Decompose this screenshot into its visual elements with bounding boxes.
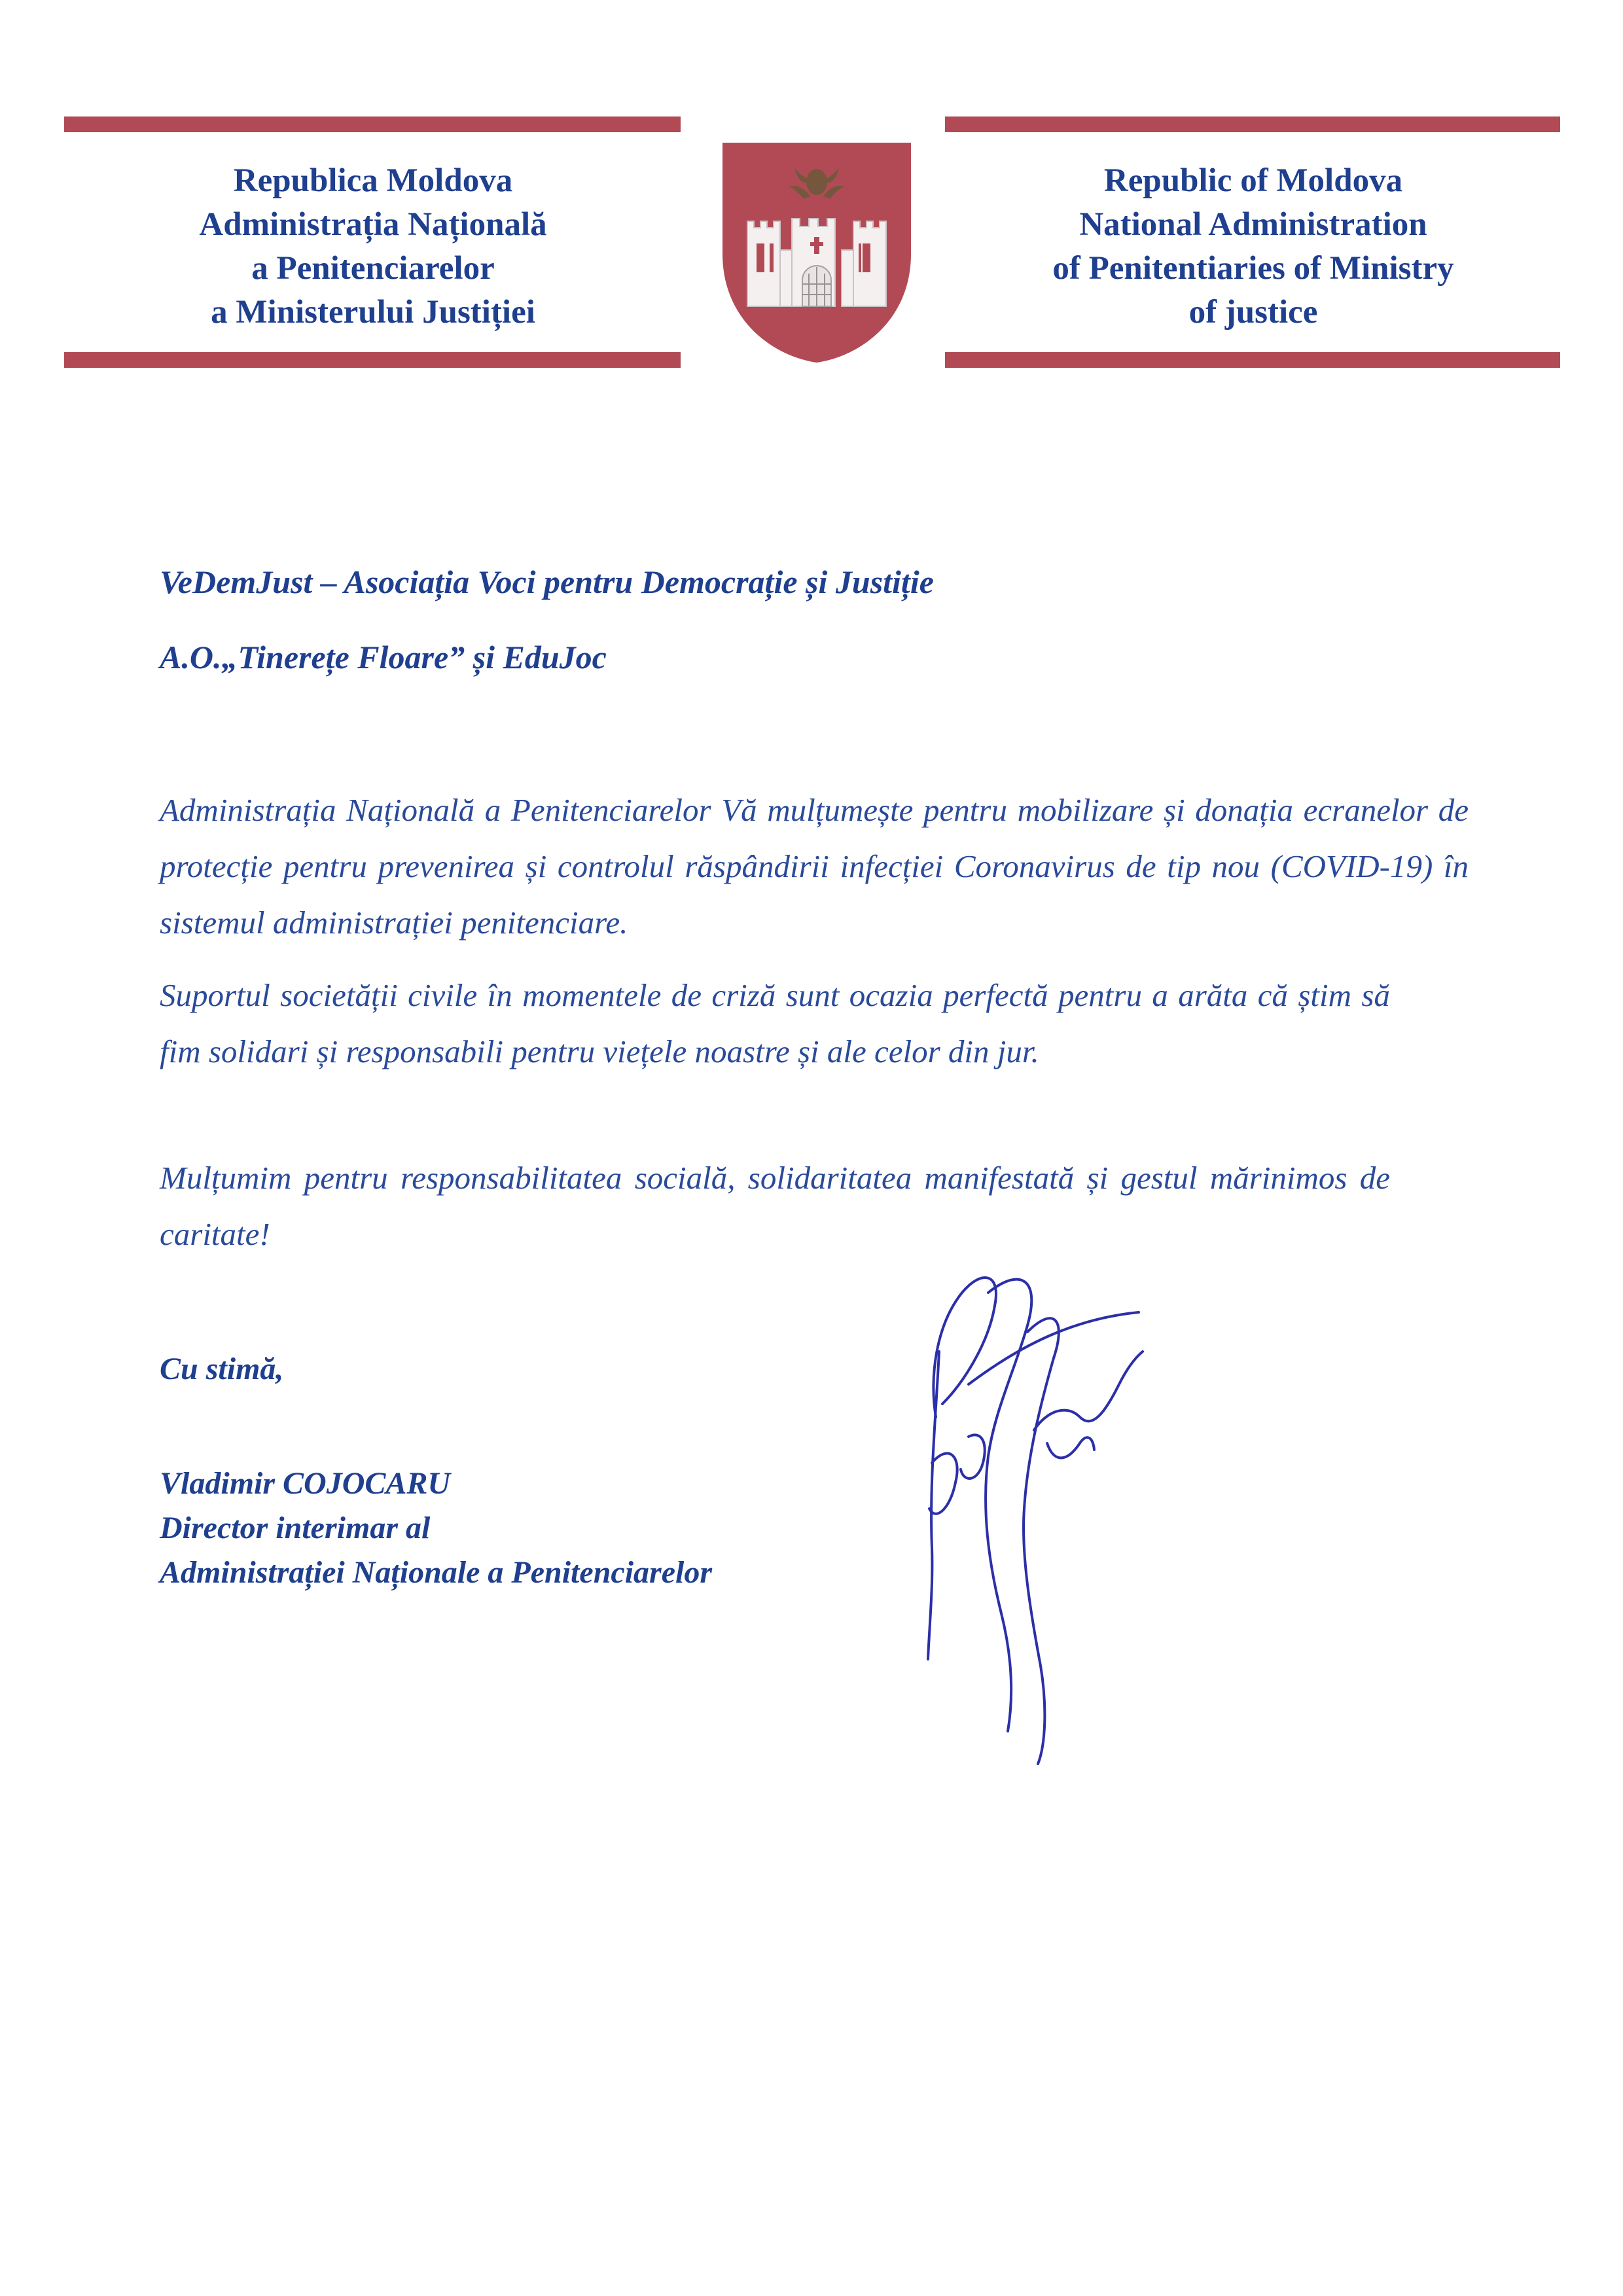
header-rule-bottom-left (64, 352, 681, 368)
header-rule-top-right (945, 117, 1560, 132)
signatory-name: Vladimir COJOCARU (160, 1466, 451, 1501)
body-paragraph: Administrația Națională a Penitenciarelor Vă mulțumește pentru mobilizare și donația ecranelor de protecție pentru prevenirea și controlul răspândirii infecției Coronavirus de tip nou (COVID-19) în sistemul administrației penitenciare. (160, 792, 1469, 941)
signatory-title-line: Administrației Naționale a Penitenciarelor (160, 1555, 713, 1590)
coat-of-arms-icon (719, 139, 915, 365)
header-right-line: Republic of Moldova (1103, 162, 1403, 199)
body-paragraph: Mulțumim pentru responsabilitatea socială, solidaritatea manifestată și gestul mărinimos de caritate! (160, 1160, 1390, 1252)
header-left-text (98, 159, 648, 334)
header-rule-bottom-right (945, 352, 1560, 368)
addressee-line: A.O.„Tinerețe Floare” și EduJoc (160, 639, 607, 675)
addressee-line: VeDemJust – Asociația Voci pentru Democrație și Justiție (160, 564, 934, 600)
header-right-line: of Penitentiaries of Ministry (1052, 250, 1454, 287)
handwritten-signature-icon (890, 1247, 1145, 1770)
header-left-line: Republica Moldova (233, 162, 513, 199)
header-right-line: National Administration (1079, 206, 1427, 243)
signatory-title-line: Director interimar al (160, 1511, 431, 1545)
header-right-line: of justice (1188, 294, 1318, 331)
header-left-line: a Ministerului Justiției (211, 294, 535, 331)
header-left-line: Administrația Națională (199, 206, 547, 243)
header-left-line: a Penitenciarelor (251, 250, 495, 287)
header-rule-top-left (64, 117, 681, 132)
header-right-text (975, 159, 1531, 334)
body-paragraph: Suportul societății civile în momentele de criză sunt ocazia perfectă pentru a arăta că știm să fim solidari și responsabili pentru viețele noastre și ale celor din jur. (160, 977, 1390, 1069)
signatory-block (160, 1462, 712, 1595)
salutation: Cu stimă, (160, 1352, 284, 1386)
